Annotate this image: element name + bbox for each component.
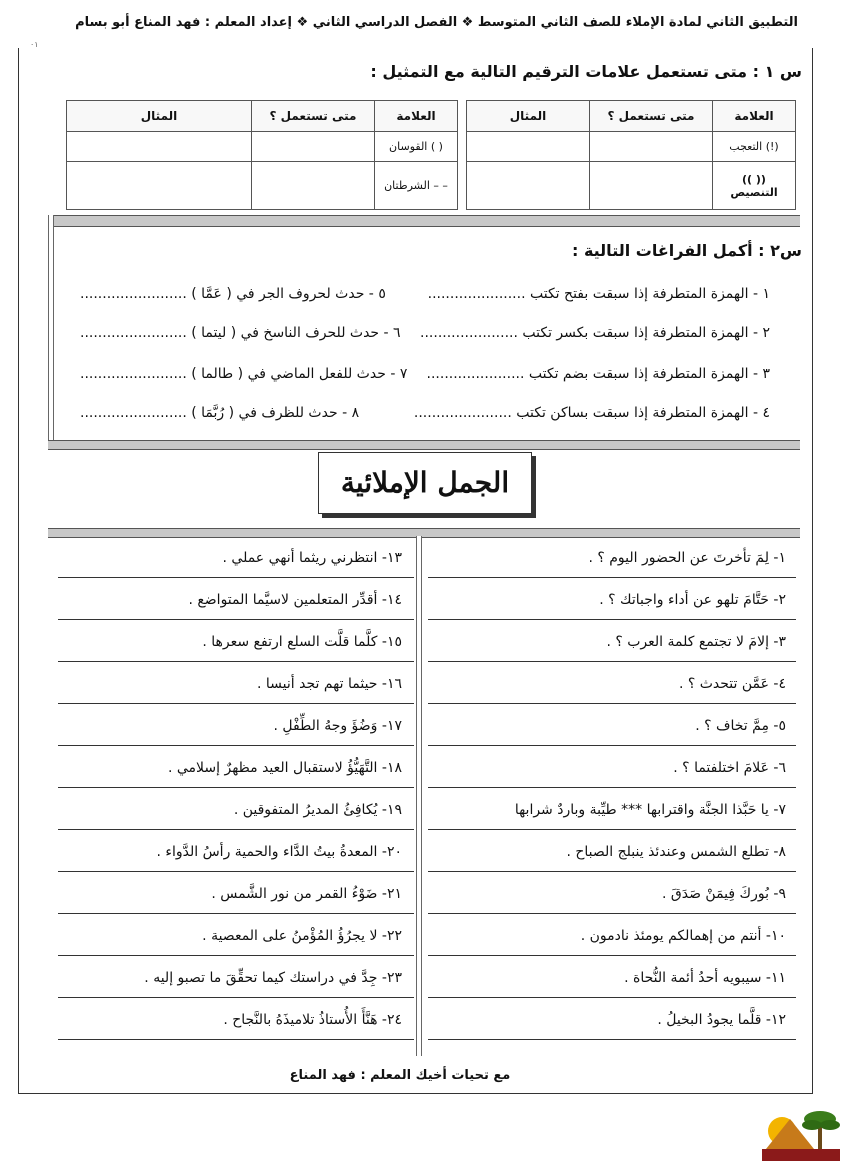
- fill-blank-left: ٧ - حدث للفعل الماضي في ( طالما ) ........................: [80, 366, 408, 382]
- separator-band: [48, 528, 800, 538]
- sentence-item: ٤- عَمَّن تتحدث ؟ .: [428, 664, 796, 704]
- sentence-item: ٥- مِمَّ تخاف ؟ .: [428, 706, 796, 746]
- fill-blank-row: [80, 405, 770, 435]
- sentence-item: ٢٤- هَنَّأَ الأُستاذُ تلاميذَهُ بالنَّجاح .: [58, 1000, 414, 1040]
- answer-cell[interactable]: [67, 162, 252, 210]
- sentence-item: ١٢- قلَّما يجودُ البخيلُ .: [428, 1000, 796, 1040]
- mark-cell: (( )) التنصيص: [713, 162, 796, 210]
- answer-cell[interactable]: [252, 162, 375, 210]
- sentence-item: ٢١- ضَوْءُ القمر من نور الشَّمس .: [58, 874, 414, 914]
- sentence-item: ١٤- أقدِّر المتعلمين لاسيَّما المتواضع .: [58, 580, 414, 620]
- answer-cell[interactable]: [590, 132, 713, 162]
- column-divider: [416, 536, 422, 1056]
- col-mark-header-left: العلامة: [375, 101, 458, 132]
- sentence-item: ١٦- حيثما تهم تجد أنيسا .: [58, 664, 414, 704]
- footer-signature: مع تحيات أخيك المعلم : فهد المناع: [289, 1068, 511, 1083]
- fill-blank-right: ١ - الهمزة المتطرفة إذا سبقت بفتح تكتب ......................: [427, 286, 770, 302]
- col-mark-header-right: العلامة: [713, 101, 796, 132]
- mark-cell: – – الشرطتان: [375, 162, 458, 210]
- question-2-title: س٢ : أكمل الفراغات التالية :: [571, 241, 802, 260]
- sentence-item: ٢- حَتَّامَ تلهو عن أداء واجباتك ؟ .: [428, 580, 796, 620]
- sentence-item: ٢٣- جِدَّ في دراستك كيما تحقِّقَ ما تصبو إليه .: [58, 958, 414, 998]
- left-vertical-bar: [48, 215, 54, 440]
- fill-blank-left: ٥ - حدث لحروف الجر في ( عَمَّا ) ........................: [80, 286, 386, 302]
- sentence-item: ٢٠- المعدةُ بيتُ الدَّاء والحمية رأسُ الدَّواء .: [58, 832, 414, 872]
- answer-cell[interactable]: [590, 162, 713, 210]
- answer-cell[interactable]: [67, 132, 252, 162]
- separator-band: [48, 440, 800, 450]
- sentence-item: ١٧- وَضُؤَ وجهُ الطِّفْلِ .: [58, 706, 414, 746]
- sentence-item: ٢٢- لا يجرُؤُ المُؤْمنُ على المعصية .: [58, 916, 414, 956]
- sentence-item: ٨- تطلع الشمس وعندئذ ينبلج الصباح .: [428, 832, 796, 872]
- sentence-item: ٣- إلامَ لا تجتمع كلمة العرب ؟ .: [428, 622, 796, 662]
- answer-cell[interactable]: [467, 162, 590, 210]
- table-gap: [458, 101, 467, 132]
- section-title: الجمل الإملائية: [318, 452, 532, 514]
- fill-blank-left: ٦ - حدث للحرف الناسخ في ( ليتما ) ........................: [80, 325, 401, 341]
- fill-blank-row: [80, 286, 770, 316]
- sentence-item: ١٨- التَّهَيُّؤُ لاستقبال العيد مظهرٌ إسلامي .: [58, 748, 414, 788]
- fill-blank-row: [80, 366, 770, 396]
- col-when-header-left: متى تستعمل ؟: [252, 101, 375, 132]
- separator-band: [48, 215, 800, 227]
- site-logo-icon: [760, 1105, 842, 1163]
- fill-blank-right: ٣ - الهمزة المتطرفة إذا سبقت بضم تكتب ......................: [426, 366, 770, 382]
- col-example-header-right: المثال: [467, 101, 590, 132]
- sentence-item: ١٠- أنتم من إهمالكم يومئذ نادمون .: [428, 916, 796, 956]
- mark-cell: ( ) القوسان: [375, 132, 458, 162]
- sentence-item: ١٩- يُكافِئُ المديرُ المتفوقين .: [58, 790, 414, 830]
- fill-blank-right: ٢ - الهمزة المتطرفة إذا سبقت بكسر تكتب ......................: [420, 325, 770, 341]
- fill-blank-right: ٤ - الهمزة المتطرفة إذا سبقت بساكن تكتب ......................: [413, 405, 770, 421]
- sentence-item: ١١- سيبويه أحدُ أئمة النُّحاة .: [428, 958, 796, 998]
- sentence-item: ١- لِمَ تأخرتَ عن الحضور اليوم ؟ .: [428, 538, 796, 578]
- fill-blank-row: [80, 325, 770, 355]
- mark-cell: (!) التعجب: [713, 132, 796, 162]
- question-1-title: س ١ : متى تستعمل علامات الترقيم التالية مع التمثيل :: [370, 62, 802, 81]
- col-when-header-right: متى تستعمل ؟: [590, 101, 713, 132]
- sentence-item: ٧- يا حَبَّذا الجنَّة واقترابها *** طيِّبة وباردٌ شرابها: [428, 790, 796, 830]
- sentence-item: ١٥- كلَّما قلَّت السلع ارتفع سعرها .: [58, 622, 414, 662]
- col-example-header-left: المثال: [67, 101, 252, 132]
- corner-mark: ۰۱: [30, 40, 39, 49]
- punctuation-table: [66, 100, 796, 210]
- page-header: التطبيق الثاني لمادة الإملاء للصف الثاني المتوسط ❖ الفصل الدراسي الثاني ❖ إعداد المعلم : فهد المناع أبو بسام: [75, 15, 798, 30]
- sentence-item: ١٣- انتظرني ريثما أنهي عملي .: [58, 538, 414, 578]
- answer-cell[interactable]: [252, 132, 375, 162]
- sentence-item: ٦- عَلامَ اختلفتما ؟ .: [428, 748, 796, 788]
- sentence-item: ٩- بُوركَ فِيمَنْ صَدَقَ .: [428, 874, 796, 914]
- fill-blank-left: ٨ - حدث للظرف في ( رُبَّمَا ) ........................: [80, 405, 360, 421]
- answer-cell[interactable]: [467, 132, 590, 162]
